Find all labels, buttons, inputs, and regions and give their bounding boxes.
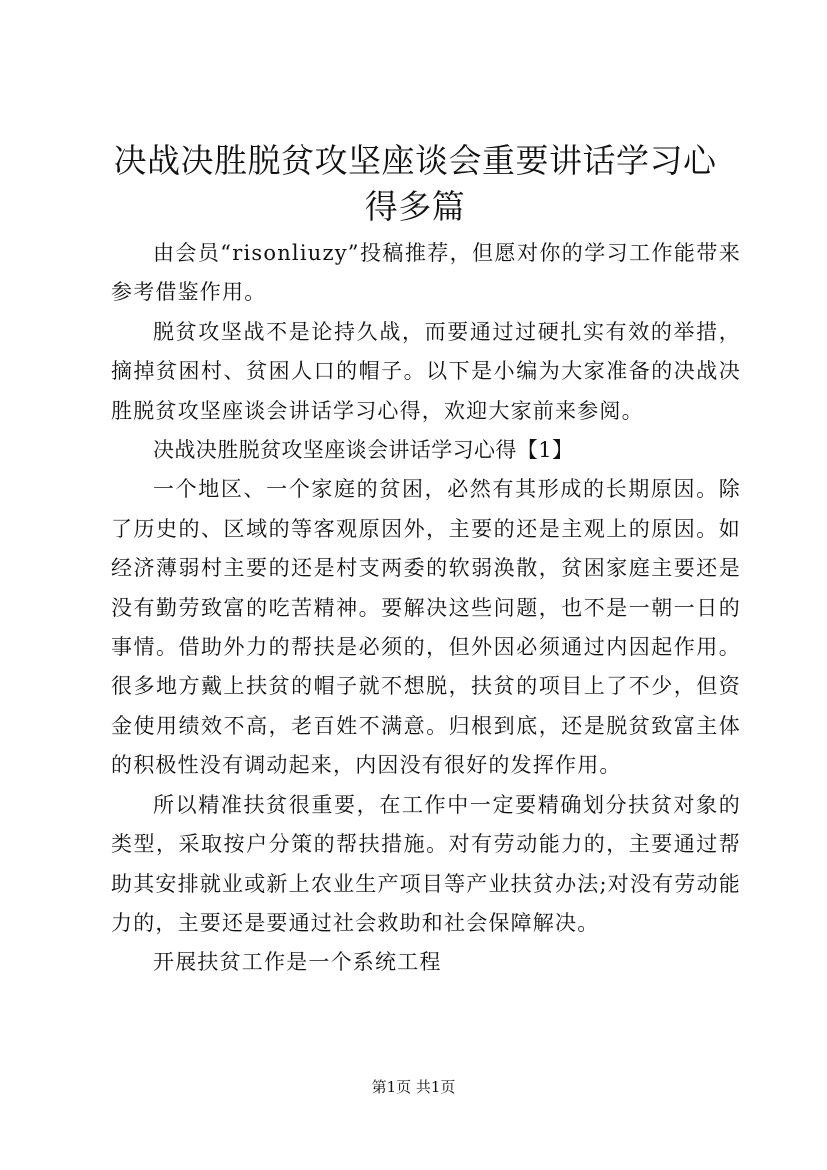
document-body — [111, 234, 741, 983]
paragraph-body-1: 一个地区、一个家庭的贫困，必然有其形成的长期原因。除了历史的、区域的等客观原因外，主要的还是主观上的原因。如经济薄弱村主要的还是村支两委的软弱涣散，贫困家庭主要还是没有勤劳致富的吃苦精神。要解决这些问题，也不是一朝一日的事情。借助外力的帮扶是必须的，但外因必须通过内因起作用。很多地方戴上扶贫的帽子就不想脱，扶贫的项目上了不少，但资金使用绩效不高，老百姓不满意。归根到底，还是脱贫致富主体的积极性没有调动起来，内因没有很好的发挥作用。 — [111, 477, 741, 778]
paragraph-body-3: 开展扶贫工作是一个系统工程 — [153, 950, 442, 975]
paragraph-summary: 脱贫攻坚战不是论持久战，而要通过过硬扎实有效的举措，摘掉贫困村、贫困人口的帽子。以下是小编为大家准备的决战决胜脱贫攻坚座谈会讲话学习心得，欢迎大家前来参阅。 — [111, 319, 741, 423]
paragraph-body-2: 所以精准扶贫很重要，在工作中一定要精确划分扶贫对象的类型，采取按户分策的帮扶措施。对有劳动能力的，主要通过帮助其安排就业或新上农业生产项目等产业扶贫办法;对没有劳动能力的，主要还是要通过社会救助和社会保障解决。 — [111, 792, 741, 935]
page-footer: 第1页 共1页 — [371, 1078, 456, 1096]
document-title: 决战决胜脱贫攻坚座谈会重要讲话学习心得多篇 — [113, 141, 717, 226]
section-heading: 决战决胜脱贫攻坚座谈会讲话学习心得【1】 — [153, 438, 574, 463]
paragraph-intro: 由会员“risonliuzy”投稿推荐，但愿对你的学习工作能带来参考借鉴作用。 — [111, 241, 741, 305]
